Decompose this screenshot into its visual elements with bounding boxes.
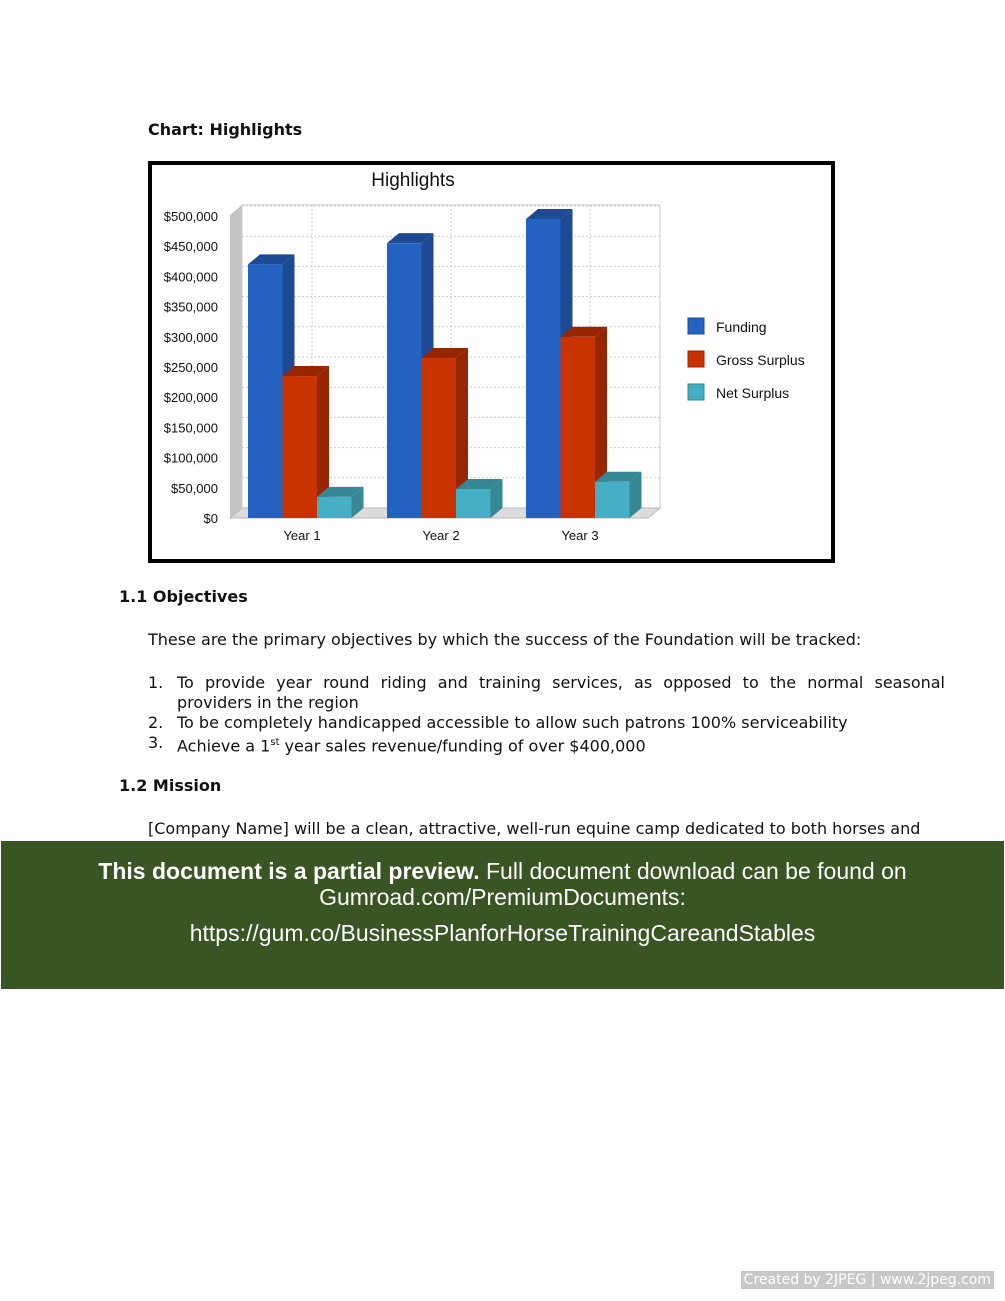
item-text: To provide year round riding and training services, as opposed to the normal seasonal xyxy=(177,673,945,692)
bar-net-surplus xyxy=(595,482,630,518)
item-number: 3. xyxy=(148,733,164,752)
x-tick-label: Year 1 xyxy=(283,528,321,543)
bar-net-surplus xyxy=(456,489,491,518)
banner-text xyxy=(1,858,1004,910)
y-tick-label: $250,000 xyxy=(163,360,218,375)
preview-banner xyxy=(1,841,1004,989)
item-text-cont: providers in the region xyxy=(177,693,359,712)
chart-title: Highlights xyxy=(371,170,455,191)
legend-label: Net Surplus xyxy=(716,385,790,401)
item-text-post: year sales revenue/funding of over $400,000 xyxy=(279,736,646,756)
objectives-intro: These are the primary objectives by which the success of the Foundation will be tracked: xyxy=(148,630,862,649)
list-item xyxy=(148,733,945,756)
item-text xyxy=(177,733,646,756)
bar-gross-surplus xyxy=(422,358,457,518)
y-tick-label: $450,000 xyxy=(163,239,218,255)
list-item xyxy=(148,713,945,733)
bar-funding xyxy=(248,264,283,518)
bar-gross-surplus xyxy=(561,337,596,518)
y-tick-label: $350,000 xyxy=(163,299,218,315)
objectives-list xyxy=(148,673,945,756)
superscript: st xyxy=(270,737,280,748)
x-tick-label: Year 2 xyxy=(422,528,460,543)
banner-line2: Gumroad.com/PremiumDocuments: xyxy=(319,884,686,910)
legend-label: Gross Surplus xyxy=(716,352,805,368)
x-tick-label: Year 3 xyxy=(561,528,599,543)
y-tick-label: $0 xyxy=(203,511,218,526)
banner-bold: This document is a partial preview. xyxy=(98,858,480,884)
y-tick-label: $500,000 xyxy=(163,209,218,224)
mission-text: [Company Name] will be a clean, attractive, well-run equine camp dedicated to both horses and xyxy=(148,819,921,838)
mission-heading: 1.2 Mission xyxy=(119,776,222,795)
left-wall xyxy=(230,205,242,518)
chart-heading: Chart: Highlights xyxy=(148,120,303,139)
y-tick-label: $100,000 xyxy=(163,450,218,466)
legend-swatch xyxy=(688,351,704,367)
highlights-chart xyxy=(152,165,831,559)
item-number: 1. xyxy=(148,673,164,692)
y-tick-label: $50,000 xyxy=(171,480,218,496)
bar-funding xyxy=(526,219,561,518)
watermark: Created by 2JPEG | www.2jpeg.com xyxy=(741,1271,994,1289)
y-tick-label: $200,000 xyxy=(163,390,218,406)
legend-swatch xyxy=(688,384,704,400)
bar-net-surplus xyxy=(317,497,352,518)
item-text-pre: Achieve a 1 xyxy=(177,736,271,756)
banner-rest: Full document download can be found on xyxy=(479,858,907,884)
legend-label: Funding xyxy=(716,319,767,335)
y-tick-label: $150,000 xyxy=(163,420,218,436)
list-item xyxy=(148,673,945,713)
download-link[interactable]: https://gum.co/BusinessPlanforHorseTrainingCareandStables xyxy=(189,920,816,946)
objectives-heading: 1.1 Objectives xyxy=(119,587,248,606)
y-tick-label: $400,000 xyxy=(163,269,218,285)
y-tick-label: $300,000 xyxy=(163,329,218,345)
legend-swatch xyxy=(688,318,704,334)
chart-frame xyxy=(148,161,835,563)
item-text: To be completely handicapped accessible to allow such patrons 100% serviceability xyxy=(177,713,848,732)
bar-gross-surplus xyxy=(283,376,318,518)
bar-funding xyxy=(387,243,422,518)
item-number: 2. xyxy=(148,713,164,732)
